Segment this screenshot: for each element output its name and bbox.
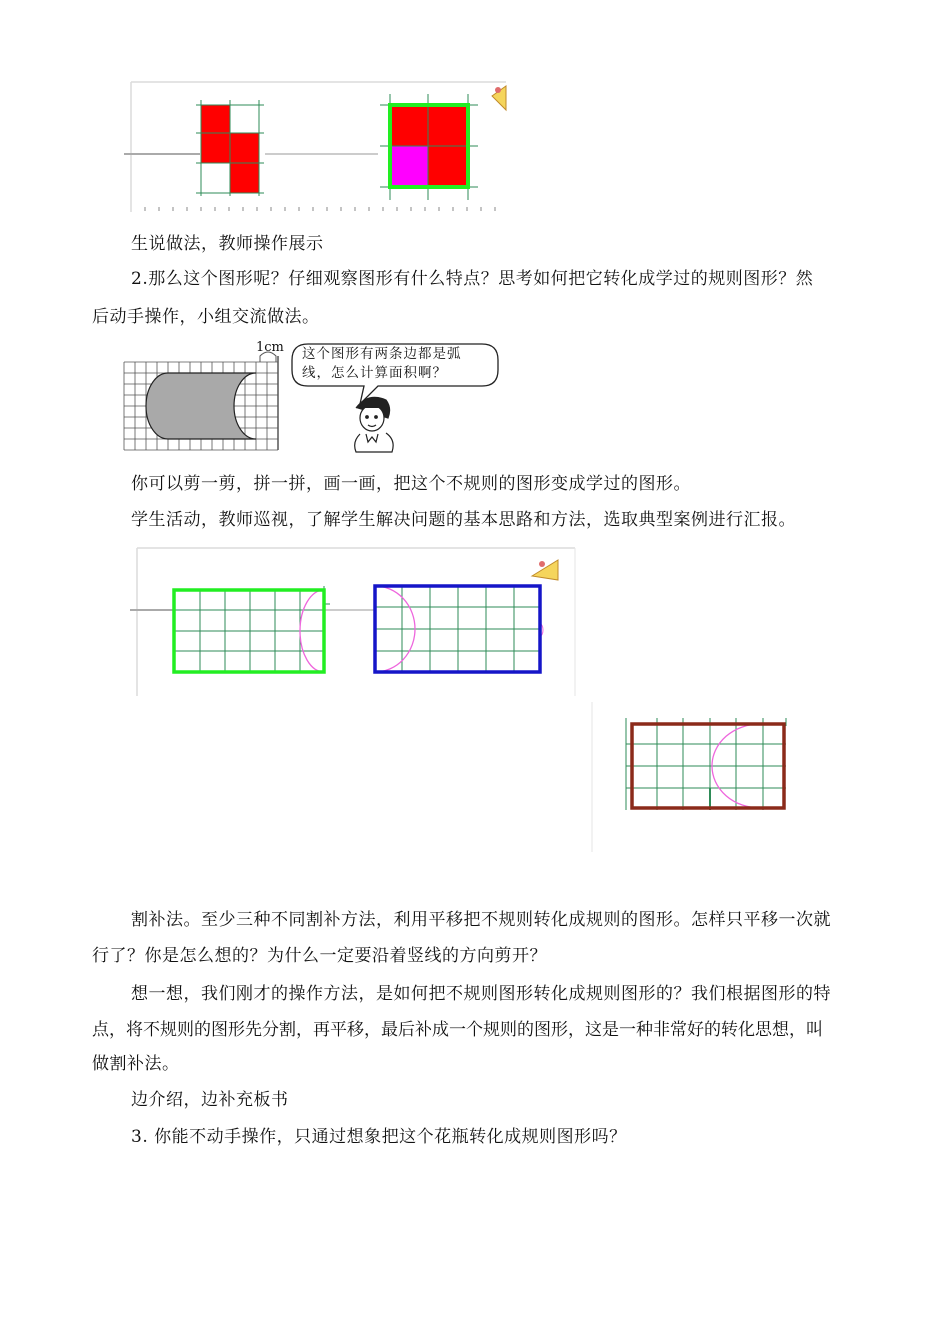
paragraph-think-line-1: 想一想，我们刚才的操作方法，是如何把不规则图形转化成规则图形的？我们根据图形的特: [131, 984, 831, 1004]
figure-3-svg: [130, 546, 580, 701]
scale-label: 1cm: [256, 340, 284, 355]
paragraph-teacher-demo: 生说做法，教师操作展示: [131, 234, 324, 254]
speech-bubble-line-1: 这个图形有两条边都是弧: [302, 346, 462, 362]
question-2-line-2: 后动手操作，小组交流做法。: [92, 307, 320, 327]
paragraph-cut-fill-method-line-1: 割补法。至少三种不同割补方法，利用平移把不规则转化成规则的图形。怎样只平移一次就: [131, 910, 831, 930]
paragraph-cut-and-paste: 你可以剪一剪，拼一拼，画一画，把这个不规则的图形变成学过的图形。: [131, 474, 691, 494]
figure-4-svg: [590, 700, 800, 855]
speech-bubble-line-2: 线，怎么计算面积啊？: [302, 365, 447, 381]
paragraph-board-writing: 边介绍，边补充板书: [131, 1090, 289, 1110]
question-3: 3. 你能不动手操作，只通过想象把这个花瓶转化成规则图形吗？: [131, 1127, 627, 1147]
figure-1-svg: [128, 80, 508, 215]
figure-3: [130, 546, 580, 701]
paragraph-think-line-2: 点，将不规则的图形先分割，再平移，最后补成一个规则的图形，这是一种非常好的转化思想，叫: [92, 1020, 823, 1040]
paragraph-think-line-3: 做割补法。: [92, 1054, 180, 1074]
paragraph-cut-fill-method-line-2: 行了？你是怎么想的？为什么一定要沿着竖线的方向剪开？: [92, 946, 547, 966]
figure-4: [590, 700, 800, 855]
figure-1: [128, 80, 508, 215]
student-cartoon-icon: [355, 397, 393, 452]
triangle-tool-icon-2: [532, 560, 558, 580]
triangle-tool-icon: [492, 86, 506, 110]
figure-2: [120, 338, 500, 453]
paragraph-student-activity: 学生活动，教师巡视，了解学生解决问题的基本思路和方法，选取典型案例进行汇报。: [131, 510, 796, 530]
question-2-line-1: 2.那么这个图形呢？仔细观察图形有什么特点？思考如何把它转化成学过的规则图形？然: [131, 269, 814, 289]
